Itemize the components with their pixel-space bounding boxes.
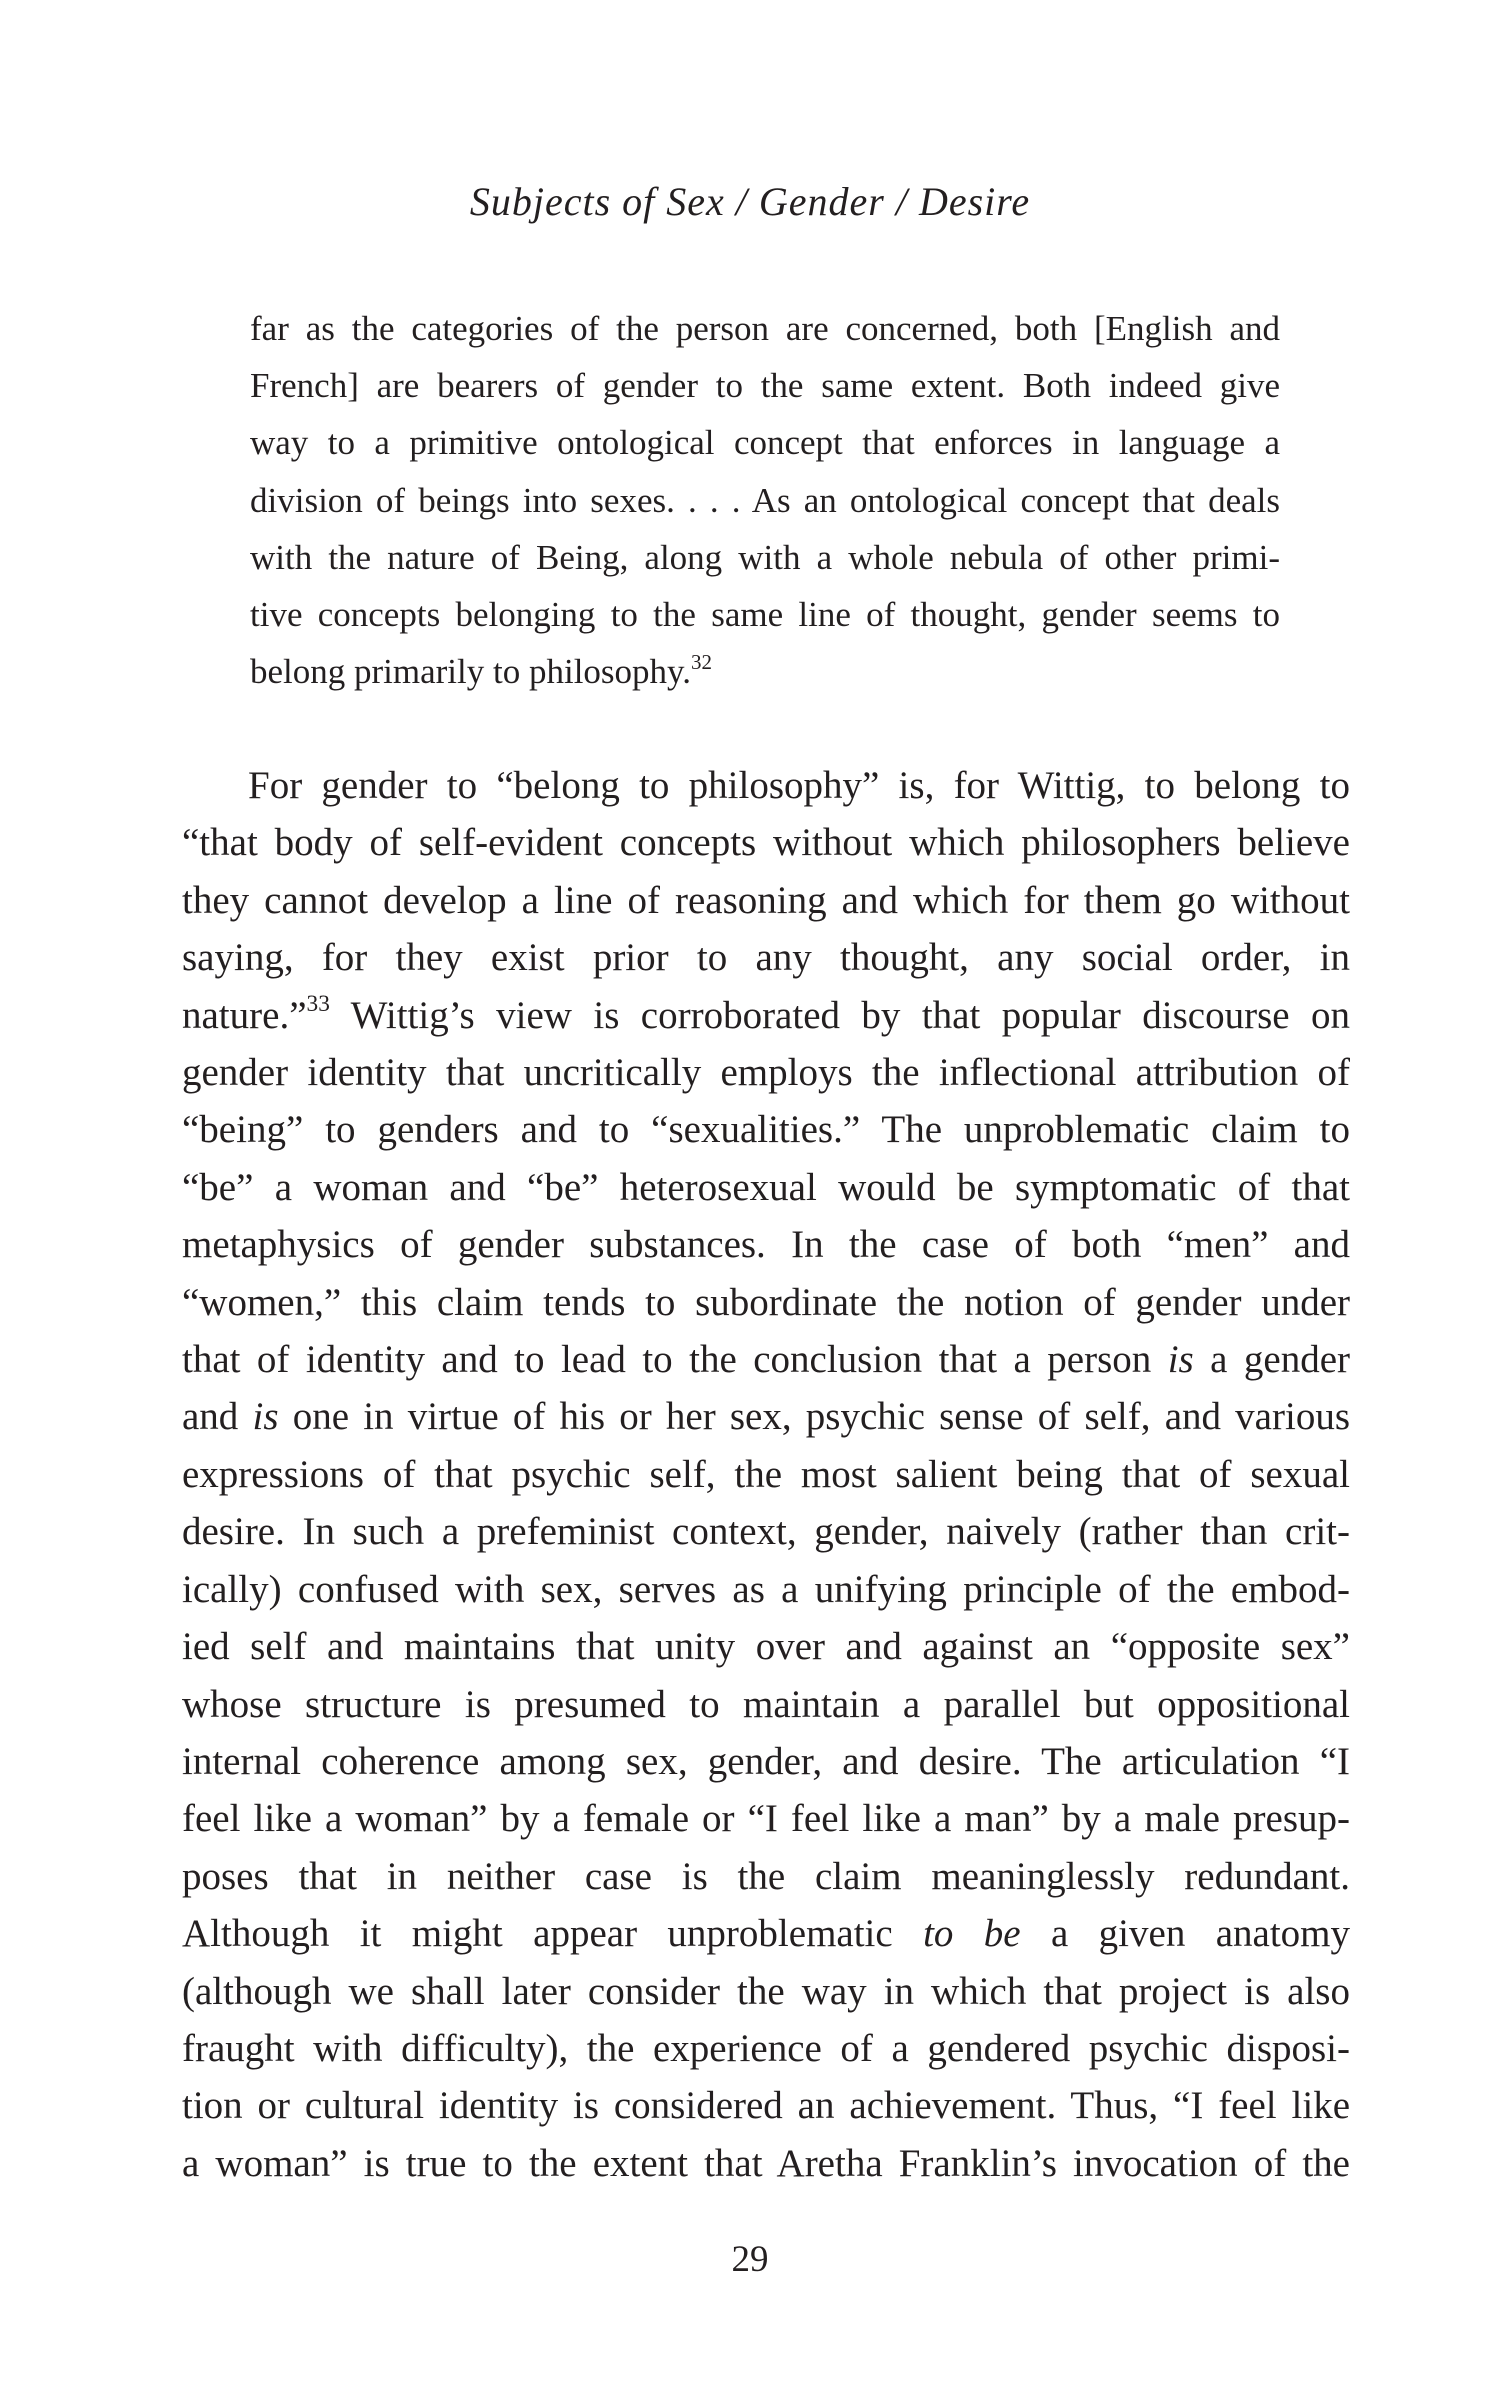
quote-line-text: belong primarily to philosophy. [250, 652, 692, 692]
body-paragraph [182, 757, 1350, 2192]
body-text-run: Wittig’s view is corroborated by that popular discourse on [329, 993, 1350, 1037]
body-line: “women,” this claim tends to subordinate the notion of gender under [182, 1280, 1350, 1324]
quote-line: French] are bearers of gender to the same extent. Both indeed give [250, 366, 1280, 406]
quote-line: way to a primitive ontological concept that enforces in language a [250, 423, 1280, 463]
footnote-ref[interactable]: 33 [306, 991, 330, 1018]
body-line: a woman” is true to the extent that Aretha Franklin’s invocation of the [182, 2141, 1350, 2185]
emphasis-is: is [252, 1395, 279, 1439]
quote-line: with the nature of Being, along with a whole nebula of other primi- [250, 537, 1280, 577]
body-line: (although we shall later consider the way in which that project is also [182, 1969, 1350, 2013]
body-line: metaphysics of gender substances. In the case of both “men” and [182, 1223, 1350, 1267]
body-line: they cannot develop a line of reasoning and which for them go without [182, 878, 1350, 922]
body-line: “be” a woman and “be” heterosexual would be symptomatic of that [182, 1165, 1350, 1209]
body-line: gender identity that uncritically employs the inflectional attribution of [182, 1051, 1350, 1095]
body-line: saying, for they exist prior to any thought, any social order, in [182, 936, 1350, 980]
body-line [182, 1905, 1350, 1962]
footnote-ref[interactable]: 32 [691, 649, 713, 674]
body-line [182, 1331, 1350, 1388]
body-line: For gender to “belong to philosophy” is, for Wittig, to belong to [248, 764, 1350, 807]
body-line: feel like a woman” by a female or “I feel like a man” by a male presup- [182, 1797, 1350, 1841]
body-text-run: that of identity and to lead to the conclusion that a person [182, 1338, 1168, 1382]
body-line: “that body of self-evident concepts without which philosophers believe [182, 821, 1350, 865]
body-line: desire. In such a prefeminist context, gender, naively (rather than crit- [182, 1510, 1350, 1554]
body-text-run: one in virtue of his or her sex, psychic sense of self, and various [278, 1395, 1350, 1439]
body-line: ically) confused with sex, serves as a unifying principle of the embod- [182, 1567, 1350, 1611]
quote-line: far as the categories of the person are concerned, both [English and [250, 309, 1280, 348]
quote-line: tive concepts belonging to the same line of thought, gender seems to [250, 595, 1280, 635]
body-line: whose structure is presumed to maintain a parallel but oppositional [182, 1682, 1350, 1726]
body-line: fraught with difficulty), the experience of a gendered psychic disposi- [182, 2026, 1350, 2070]
quote-line: division of beings into sexes. . . . As an ontological concept that deals [250, 480, 1280, 520]
body-line: expressions of that psychic self, the most salient being that of sexual [182, 1452, 1350, 1496]
block-quote [250, 300, 1280, 700]
body-text-run: nature.” [182, 993, 307, 1037]
quote-line [250, 643, 1280, 700]
body-line: internal coherence among sex, gender, and desire. The articulation “I [182, 1739, 1350, 1783]
body-text-run: a gender [1193, 1338, 1350, 1382]
body-line [182, 987, 1350, 1044]
body-text-run: and [182, 1395, 253, 1439]
body-line: ied self and maintains that unity over and against an “opposite sex” [182, 1625, 1350, 1669]
body-text-run: a given anatomy [1020, 1912, 1350, 1956]
page-number: 29 [731, 2239, 769, 2280]
body-line: tion or cultural identity is considered an achievement. Thus, “I feel like [182, 2084, 1350, 2128]
body-text-run: Although it might appear unproblematic [182, 1912, 924, 1956]
body-line: poses that in neither case is the claim meaninglessly redundant. [182, 1854, 1350, 1898]
running-head: Subjects of Sex / Gender / Desire [469, 179, 1031, 224]
emphasis-to-be: to be [923, 1912, 1021, 1956]
emphasis-is: is [1167, 1338, 1194, 1382]
body-line: “being” to genders and to “sexualities.” The unproblematic claim to [182, 1108, 1350, 1152]
body-line [182, 1388, 1350, 1445]
